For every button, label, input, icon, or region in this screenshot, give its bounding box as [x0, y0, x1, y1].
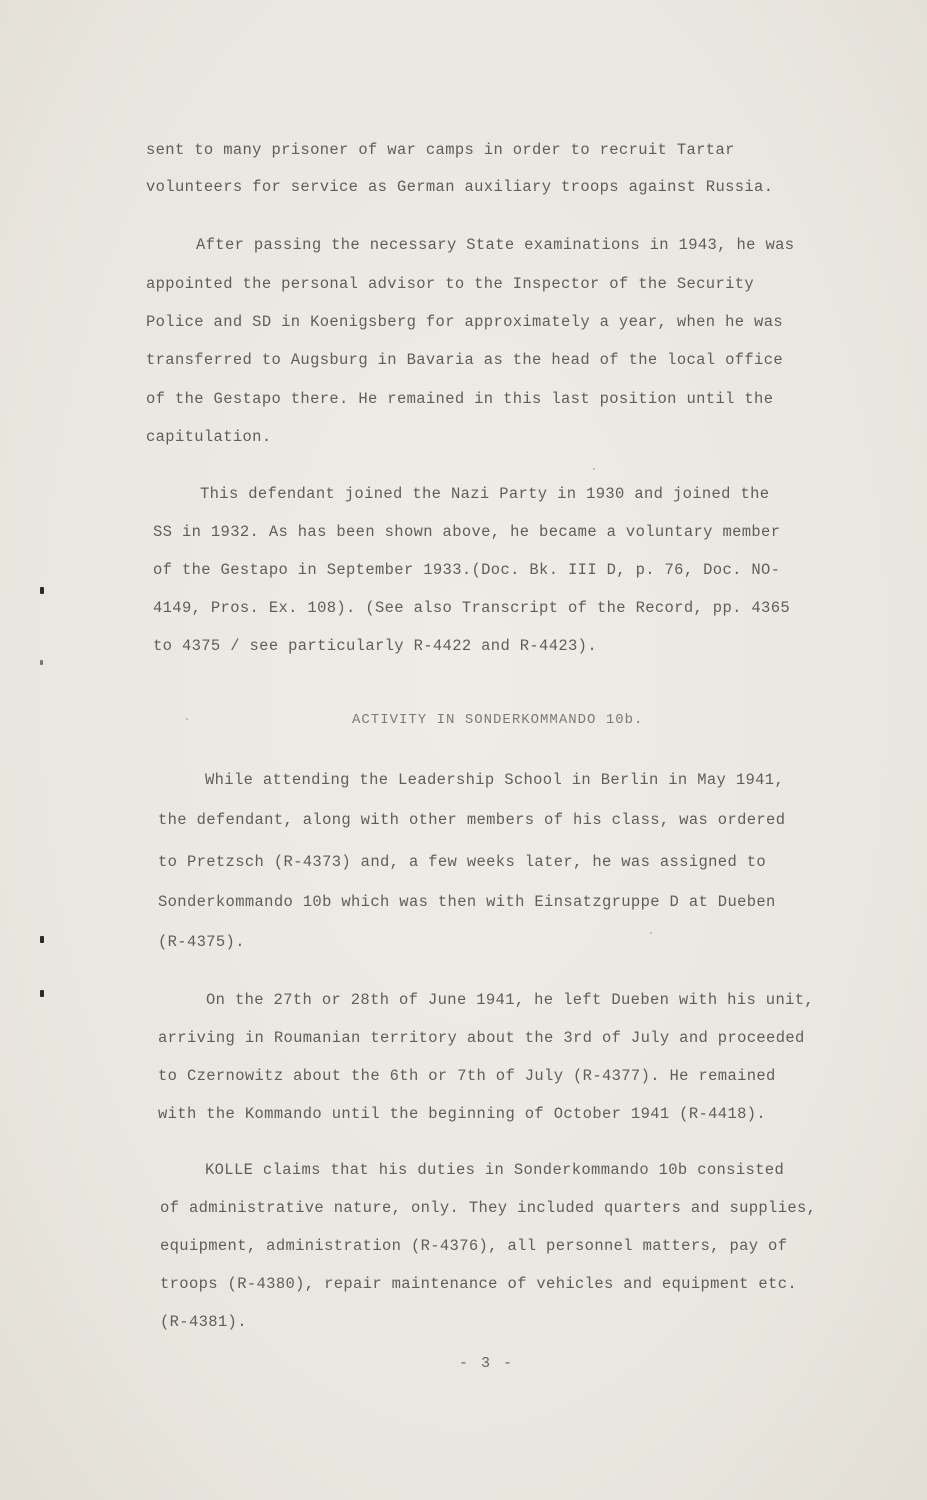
- text-line: equipment, administration (R-4376), all personnel matters, pay of: [160, 1237, 788, 1255]
- binding-hole: [40, 936, 44, 943]
- text-line: On the 27th or 28th of June 1941, he left Dueben with his unit,: [206, 991, 815, 1009]
- section-heading: ACTIVITY IN SONDERKOMMANDO 10b.: [352, 712, 644, 728]
- binding-hole: [40, 660, 43, 665]
- text-line: the defendant, along with other members of his class, was ordered: [158, 811, 786, 829]
- text-line: capitulation.: [146, 428, 272, 446]
- paper-speck: [593, 468, 595, 470]
- text-line: This defendant joined the Nazi Party in 1930 and joined the: [200, 485, 770, 503]
- paper-speck: [650, 932, 652, 934]
- page-number: - 3 -: [459, 1355, 515, 1372]
- text-line: While attending the Leadership School in Berlin in May 1941,: [205, 771, 785, 789]
- text-line: arriving in Roumanian territory about the 3rd of July and proceeded: [158, 1029, 805, 1047]
- text-line: SS in 1932. As has been shown above, he became a voluntary member: [153, 523, 781, 541]
- text-line: (R-4381).: [160, 1313, 247, 1331]
- text-line: to Czernowitz about the 6th or 7th of July (R-4377). He remained: [158, 1067, 776, 1085]
- text-line: with the Kommando until the beginning of October 1941 (R-4418).: [158, 1105, 767, 1123]
- text-line: of administrative nature, only. They included quarters and supplies,: [160, 1199, 817, 1217]
- text-line: of the Gestapo in September 1933.(Doc. Bk. III D, p. 76, Doc. NO-: [153, 561, 781, 579]
- text-line: Police and SD in Koenigsberg for approximately a year, when he was: [146, 313, 783, 331]
- text-line: KOLLE claims that his duties in Sonderkommando 10b consisted: [205, 1161, 785, 1179]
- binding-hole: [40, 990, 44, 997]
- text-line: troops (R-4380), repair maintenance of vehicles and equipment etc.: [160, 1275, 797, 1293]
- text-line: volunteers for service as German auxiliary troops against Russia.: [146, 178, 774, 196]
- text-line: sent to many prisoner of war camps in order to recruit Tartar: [146, 141, 735, 159]
- binding-hole: [40, 587, 44, 594]
- text-line: 4149, Pros. Ex. 108). (See also Transcript of the Record, pp. 4365: [153, 599, 790, 617]
- text-line: (R-4375).: [158, 933, 245, 951]
- text-line: to 4375 / see particularly R-4422 and R-4423).: [153, 637, 597, 655]
- text-line: transferred to Augsburg in Bavaria as the head of the local office: [146, 351, 783, 369]
- text-line: appointed the personal advisor to the Inspector of the Security: [146, 275, 755, 293]
- text-line: of the Gestapo there. He remained in this last position until the: [146, 390, 774, 408]
- text-line: to Pretzsch (R-4373) and, a few weeks later, he was assigned to: [158, 853, 767, 871]
- text-line: Sonderkommando 10b which was then with Einsatzgruppe D at Dueben: [158, 893, 776, 911]
- text-line: After passing the necessary State examinations in 1943, he was: [196, 236, 795, 254]
- paper-speck: [186, 718, 188, 720]
